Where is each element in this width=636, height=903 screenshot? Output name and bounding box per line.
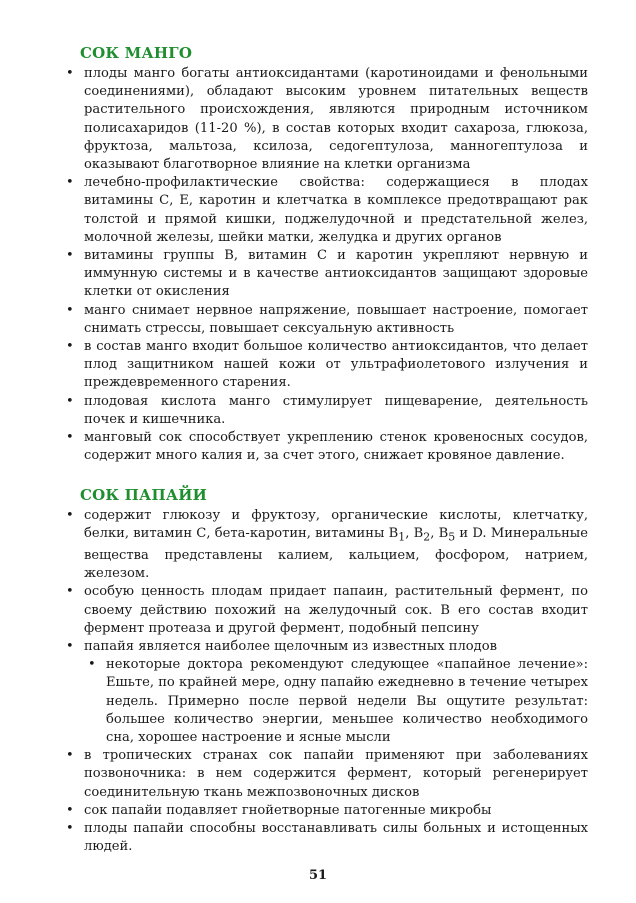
papaya-section-title: СОК ПАПАЙИ — [80, 486, 207, 504]
page-number: 51 — [308, 868, 328, 883]
list-item-text: папайя является наиболее щелочным из известных плодов — [84, 639, 497, 655]
bullet-icon: • — [66, 302, 74, 318]
list-item-text: лечебно-профилактические свойства: содержащиеся в плодах витамины С, Е, каротин и клетчатка в комплексе предотвращают рак толстой и прямой кишки, поджелудочной и предстательной желез, молочной железы, шейки матки, желудка и других органов — [84, 175, 588, 245]
list-item — [66, 802, 588, 820]
list-item-text: витамины группы В, витамин С и каротин укрепляют нервную и иммунную системы и в качестве антиоксидантов защищают здоровые клетки от окисления — [84, 248, 588, 300]
bullet-icon: • — [66, 248, 74, 264]
mango-list — [66, 65, 588, 465]
list-item — [66, 638, 588, 747]
bullet-icon: • — [66, 821, 74, 837]
bullet-icon: • — [66, 66, 74, 81]
list-item-text: сок папайи подавляет гнойетворные патогенные микробы — [84, 802, 492, 818]
list-item-text: некоторые доктора рекомендуют следующее «папайное лечение»: Ешьте, по крайней мере, одну папайю ежедневно в течение четырех недель. Примерно после первой недели Вы ощутите результат: большее количество энергии, меньшее количество необходимого сна, хорошее настроение и ясные мысли — [106, 657, 588, 746]
nested-list-item — [88, 656, 588, 747]
list-item-text: манговый сок способствует укреплению стенок кровеносных сосудов, содержит много калия и, за счет этого, снижает кровяное давление. — [84, 430, 588, 464]
list-item — [66, 174, 588, 247]
nested-list — [84, 656, 588, 747]
bullet-icon: • — [66, 339, 74, 355]
list-item-text: манго снимает нервное напряжение, повышает настроение, помогает снимать стрессы, повышает сексуальную активность — [84, 302, 588, 336]
list-item — [66, 65, 588, 174]
mango-section-title: СОК МАНГО — [80, 44, 193, 62]
bullet-icon: • — [66, 748, 74, 764]
list-item — [66, 338, 588, 393]
bullet-icon: • — [66, 175, 74, 191]
list-item-text: плоды манго богаты антиоксидантами (каротиноидами и фенольными соединениями), обладают высоким уровнем питательных веществ растительного происхождения, являются природным источником полисахаридов (11-20 %), в состав которых входит сахароза, глюкоза, фруктоза, мальтоза, ксилоза, седогептулоза, манногептулоза и оказывают благотворное влияние на клетки организма — [84, 66, 588, 173]
list-item — [66, 820, 588, 856]
papaya-list — [66, 507, 588, 856]
bullet-icon: • — [66, 639, 74, 655]
list-item-text: плоды папайи способны восстанавливать силы больных и истощенных людей. — [84, 821, 588, 855]
list-item — [66, 429, 588, 465]
list-item — [66, 507, 588, 583]
bullet-icon: • — [88, 657, 96, 673]
list-item-text: в тропических странах сок папайи применяют при заболеваниях позвоночника: в нем содержится фермент, который регенерирует соединительную ткань межпозвоночных дисков — [84, 748, 588, 800]
bullet-icon: • — [66, 802, 74, 818]
list-item-text: плодовая кислота манго стимулирует пищеварение, деятельность почек и кишечника. — [84, 393, 588, 427]
list-item — [66, 247, 588, 302]
list-item — [66, 583, 588, 638]
bullet-icon: • — [66, 508, 74, 523]
bullet-icon: • — [66, 393, 74, 409]
list-item-text: в состав манго входит большое количество антиоксидантов, что делает плод защитником нашей кожи от ультрафиолетового излучения и преждевременного старения. — [84, 339, 588, 391]
list-item — [66, 302, 588, 338]
bullet-icon: • — [66, 430, 74, 446]
list-item — [66, 393, 588, 429]
bullet-icon: • — [66, 584, 74, 600]
list-item — [66, 747, 588, 802]
list-item-text: особую ценность плодам придает папаин, растительный фермент, по своему действию похожий на желудочный сок. В его состав входит фермент протеаза и другой фермент, подобный пепсину — [84, 584, 588, 636]
list-item-text: содержит глюкозу и фруктозу, органические кислоты, клетчатку, белки, витамин С, бета-каротин, витамины $В_1$, $В_2$, $В_5$ и D. Минеральные вещества представлены калием, кальцием, фосфором, натрием, железом. — [84, 508, 588, 582]
